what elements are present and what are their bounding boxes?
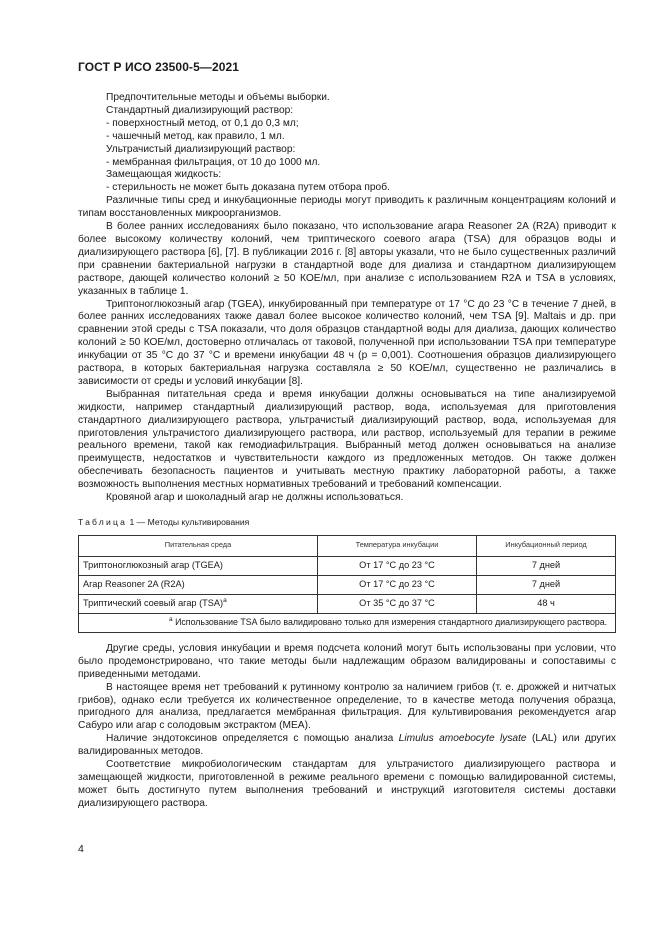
intro-line: Предпочтительные методы и объемы выборки.	[106, 92, 330, 103]
paragraph: Триптоноглюкозный агар (TGEA), инкубированный при температуре от 17 °С до 23 °С в течение 7 дней, в более ранних исследованиях также давал более высокое количество колоний, чем TSA [9]. Maltais и др. при сравнении этой среды с TSA показали, что доля образцов стандартной воды для диализа, дающих количество колоний ≥ 50 КОЕ/мл, достоверно отличалась от таковой, полученной при использовании TSA при температуре инкубации от 35 °С до 37 °С и времени инкубации 48 ч (р = 0,001). Соотношения образцов диализирующего раствора, в которых бактериальная нагрузка составляла ≥ 50 КОЕ/мл, существенно не различались в зависимости от среды и условий инкубации [8].	[78, 298, 616, 387]
column-header-period: Инкубационный период	[477, 535, 616, 556]
paragraph: Различные типы сред и инкубационные периоды могут приводить к различным концентрациям колоний и типам восстановленных микроорганизмов.	[78, 195, 616, 220]
intro-line: - чашечный метод, как правило, 1 мл.	[106, 130, 285, 142]
table-caption-word: Таблица	[78, 517, 128, 527]
paragraph: Другие среды, условия инкубации и время подсчета колоний могут быть использованы при условии, что было продемонстрировано, что такие методы были надлежащим образом валидированы и сопоставимы с приведенными методами.	[78, 642, 616, 680]
table-caption	[78, 516, 616, 529]
paragraph: Выбранная питательная среда и время инкубации должны основываться на типе анализируемой жидкости, например стандартный диализирующий раствор, вода, используемая для приготовления стандартного диализирующего раствора, ультрачистый диализирующий раствор, вода, используемая для приготовления ультрачистого диализирующего раствора, или раствор, используемый для терапии в режиме реального времени, такой как гемодиафильтрация. Выбранный метод должен основываться на анализе преимуществ, недостатков и чувствительности каждого из предложенных методов. Он также должен обеспечивать безопасность пациентов и учитывать местную практику лабораторной работы, а также возможность выполнения местных нормативных требований и требований компенсации.	[78, 388, 616, 491]
table-note-row	[79, 613, 616, 632]
paragraph: Соответствие микробиологическим стандартам для ультрачистого диализирующего раствора и замещающей жидкости, приготовленной в режиме реального времени с помощью валидированной системы, может быть достигнуто путем выполнения требований и инструкций изготовителя системы доставки диализирующего раствора.	[78, 759, 616, 809]
intro-line: Замещающая жидкость:	[106, 169, 222, 181]
cell-medium-text: Триптический соевый агар (TSA)	[83, 598, 224, 609]
table-row	[79, 594, 616, 613]
intro-line: Ультрачистый диализирующий раствор:	[106, 143, 296, 155]
page-body	[78, 92, 616, 811]
intro-line: - мембранная фильтрация, от 10 до 1000 мл.	[106, 156, 321, 168]
document-header: ГОСТ Р ИСО 23500-5—2021	[78, 60, 240, 74]
endotoxin-text-after: (LAL) или других валидированных методов.	[78, 733, 616, 758]
cell-period: 48 ч	[477, 594, 616, 613]
table-caption-title: 1 — Методы культивирования	[129, 517, 250, 527]
paragraph: В более ранних исследованиях было показано, что использование агара Reasoner 2A (R2A) приводит к более высокому количеству колоний, чем триптического соевого агара (TSA) для образцов воды и диализирующего раствора [6], [7]. В публикации 2016 г. [8] авторы указали, что не было существенных различий при сравнении бактериальной нагрузки в стандартной воде для диализа и стандартном диализирующем растворе, дающей количество колоний ≥ 50 КОЕ/мл, при анализе с использованием R2A и TSA в условиях, указанных в таблице 1.	[78, 221, 616, 297]
endotoxin-text-before: Наличие эндотоксинов определяется с помощью анализа	[106, 733, 399, 745]
intro-line: Стандартный диализирующий раствор:	[106, 104, 294, 116]
cell-temperature: От 17 °С до 23 °С	[318, 575, 477, 594]
paragraph-endotoxin	[78, 733, 616, 759]
intro-line: - поверхностный метод, от 0,1 до 0,3 мл;	[106, 117, 299, 129]
table-footnote	[79, 613, 616, 632]
cell-medium: Триптоноглюкозный агар (TGEA)	[79, 556, 318, 575]
cultivation-methods-table	[78, 535, 616, 633]
paragraph: В настоящее время нет требований к рутинному контролю за наличием грибов (т. е. дрожжей и нитчатых грибов), однако если требуется их количественное определение, то в качестве метода получения образца, пригодного для анализа, предлагается мембранная фильтрация. Для культивирования рекомендуется агар Сабуро или агар с солодовым экстрактом (МЕА).	[78, 681, 616, 732]
table-header-row	[79, 535, 616, 556]
endotoxin-italic-term: Limulus amoebocyte lysate	[398, 733, 527, 745]
table-row	[79, 575, 616, 594]
cell-temperature: От 17 °С до 23 °С	[318, 556, 477, 575]
column-header-medium: Питательная среда	[79, 535, 318, 556]
cell-medium	[79, 594, 318, 613]
cell-period: 7 дней	[477, 575, 616, 594]
column-header-temperature: Температура инкубации	[318, 535, 477, 556]
cell-medium: Агар Reasoner 2A (R2A)	[79, 575, 318, 594]
table-row	[79, 556, 616, 575]
footnote-marker: а	[169, 616, 173, 624]
cell-period: 7 дней	[477, 556, 616, 575]
intro-line: - стерильность не может быть доказана путем отбора проб.	[106, 182, 390, 194]
page-number: 4	[78, 843, 84, 855]
cell-temperature: От 35 °С до 37 °С	[318, 594, 477, 613]
paragraph: Кровяной агар и шоколадный агар не должны использоваться.	[106, 492, 404, 504]
footnote-text: Использование TSA было валидировано только для измерения стандартного диализирующего раствора.	[175, 617, 608, 628]
footnote-marker: а	[223, 597, 227, 605]
